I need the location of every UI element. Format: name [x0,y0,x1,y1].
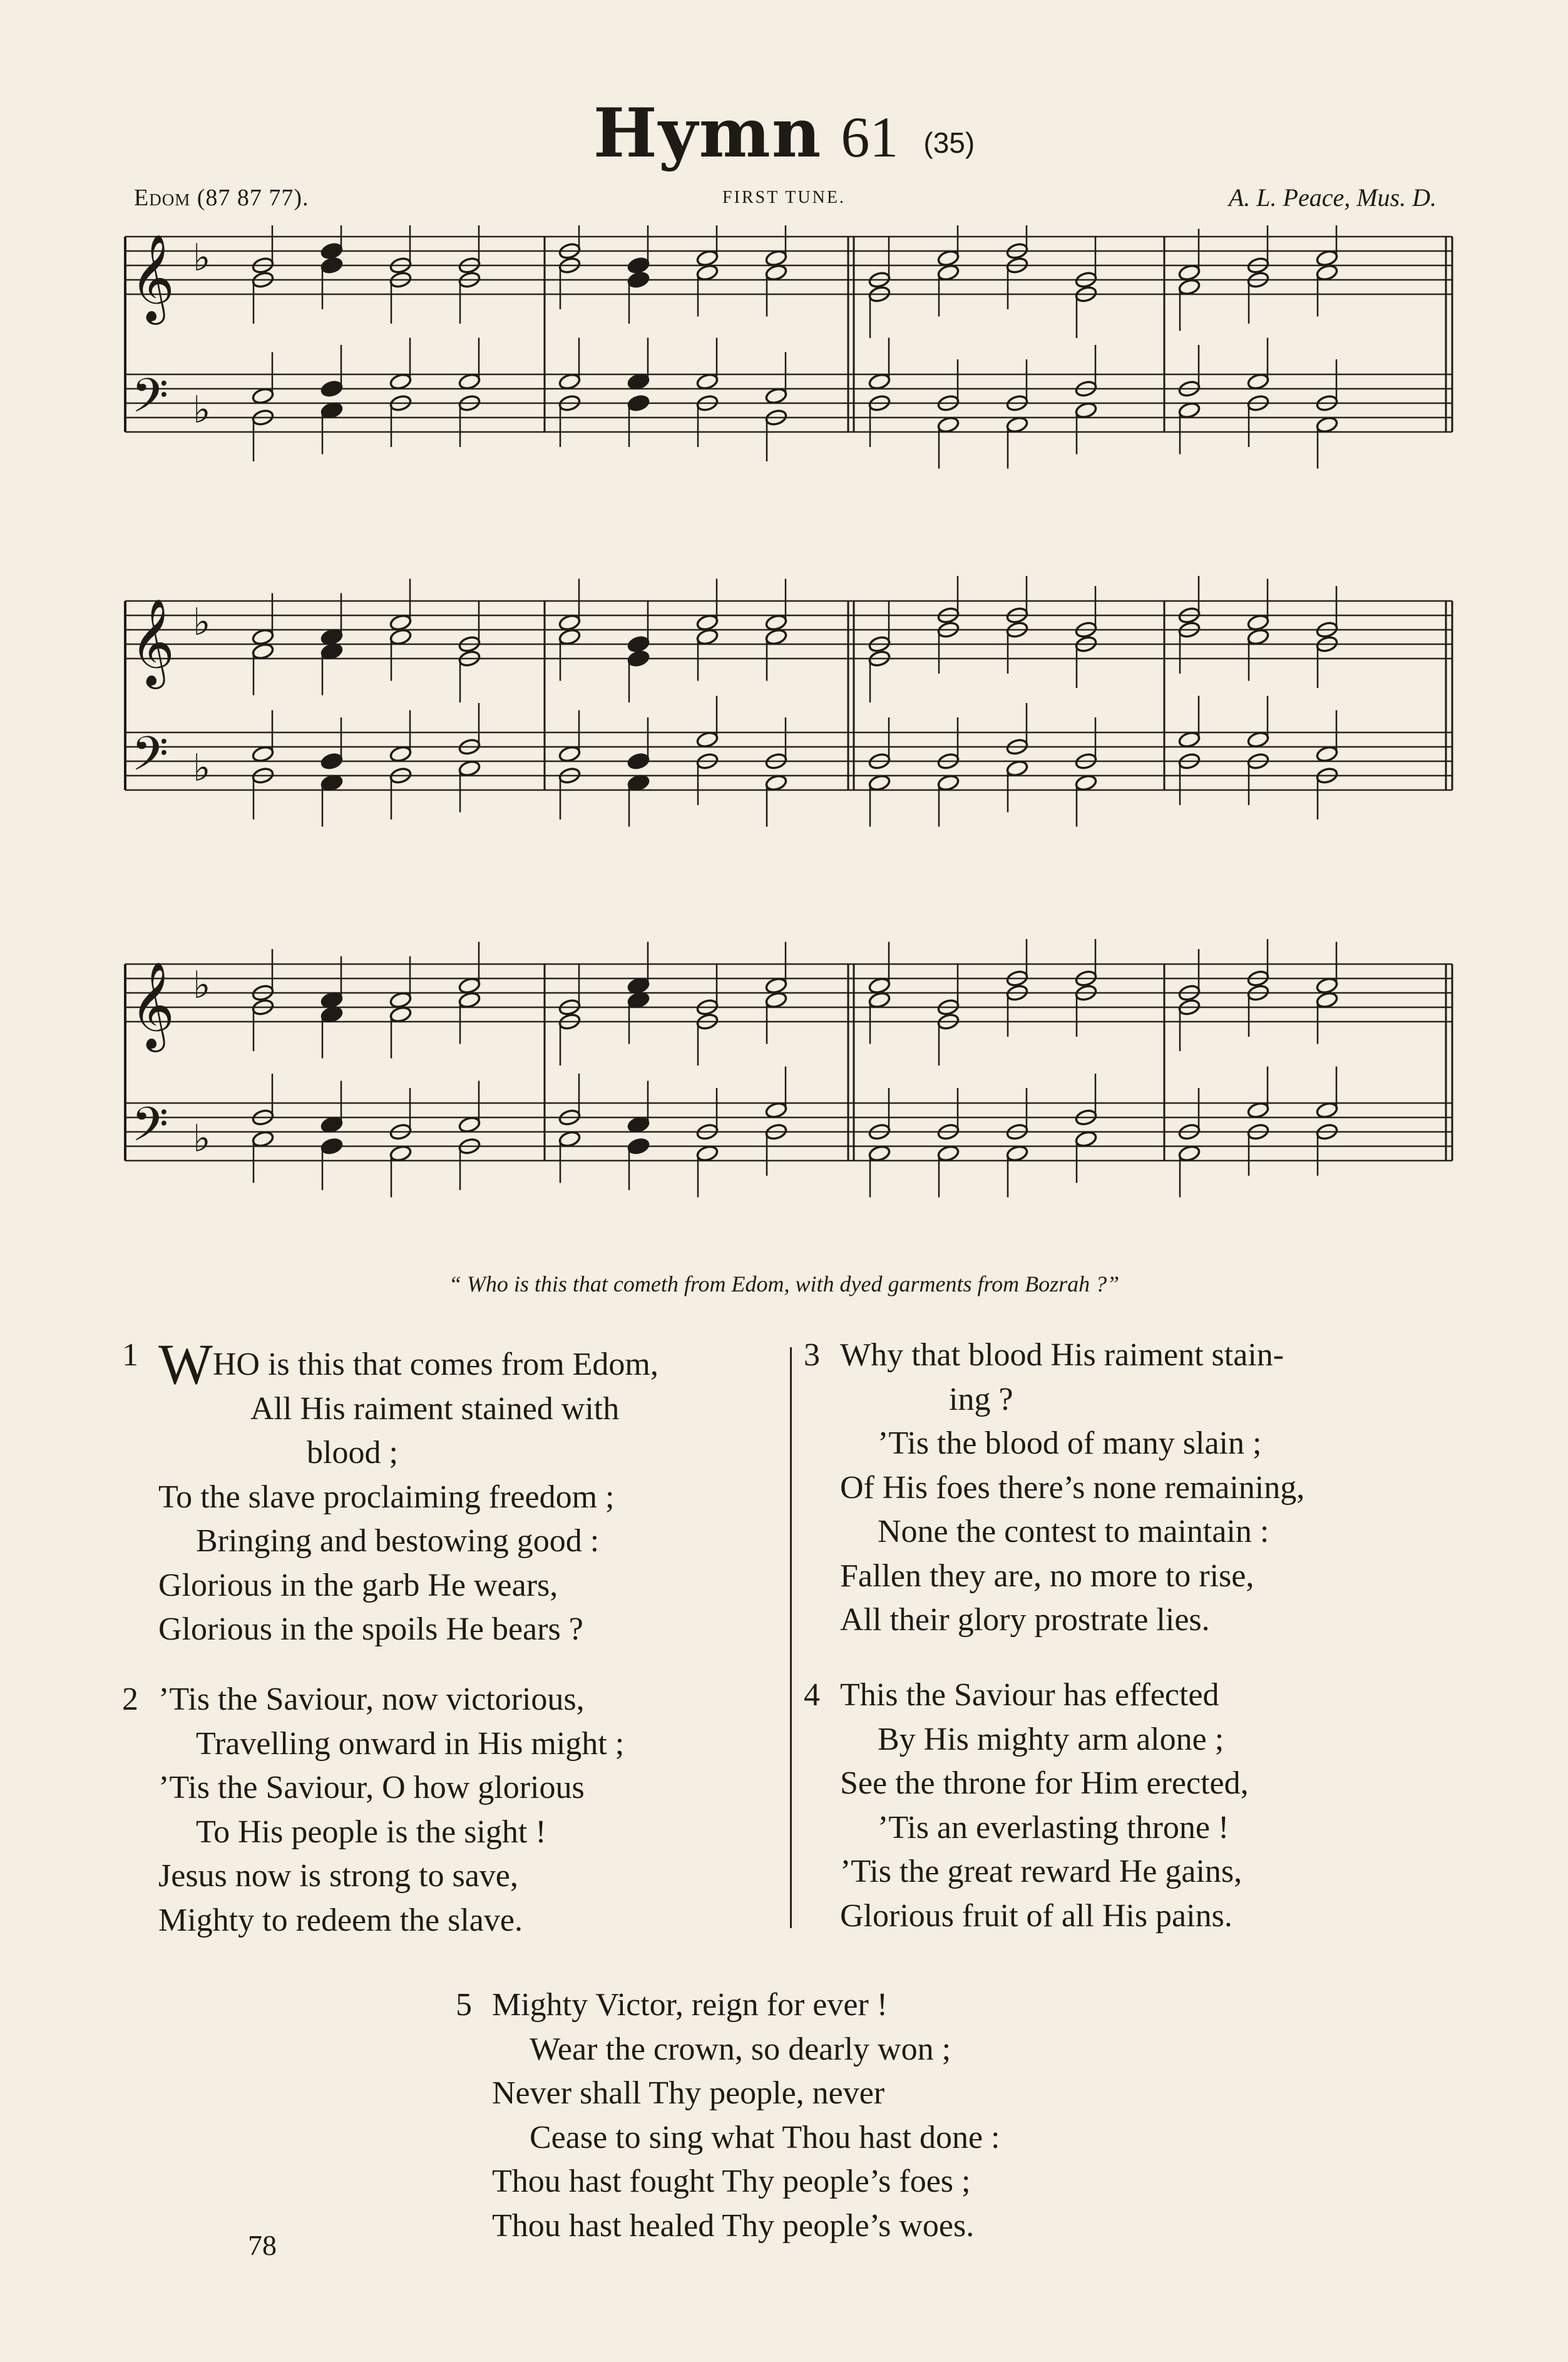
note-head [696,264,719,282]
column-divider [790,1347,792,1928]
note-head [868,774,891,792]
note-head [1316,745,1339,763]
note-head [1316,249,1339,267]
note-head [696,1144,719,1163]
verse-line: Cease to sing what Thou hast done : [530,2119,1000,2155]
verse-1 [122,1333,779,1652]
verse-line: Mighty Victor, reign for ever ! [492,1987,888,2023]
note-head [320,380,344,398]
note-head [696,614,719,632]
note-head [389,372,412,391]
note-head [458,991,481,1009]
verse-number: 5 [456,1987,472,2023]
note-head [389,628,412,646]
note-head [1006,759,1029,778]
note-head [458,977,481,995]
note-head [765,977,788,995]
bass-clef-icon: 𝄢 [131,726,169,793]
note-head [558,628,582,646]
note-head [937,1144,960,1163]
note-head [627,394,650,413]
note-head [320,1137,344,1156]
note-head [627,650,650,668]
note-head [252,745,275,763]
alternate-number: (35) [923,126,975,159]
verse-line: Fallen they are, no more to rise, [840,1558,1254,1594]
verse-line: Thou hast healed Thy people’s woes. [492,2207,975,2244]
note-head [937,416,960,434]
verse-line: Glorious fruit of all His pains. [840,1897,1232,1934]
note-head [320,991,344,1009]
verse-2 [122,1678,779,1943]
hymn-word: Hymn [593,94,822,173]
note-head [627,257,650,275]
treble-clef-icon: 𝄞 [130,234,175,321]
note-head [937,249,960,267]
note-head [320,1116,344,1134]
verse-number: 2 [122,1682,138,1717]
verse-number: 1 [122,1337,138,1373]
note-head [765,774,788,792]
note-head [389,1144,412,1163]
note-head [1316,991,1339,1009]
verse-number: 3 [804,1337,820,1373]
hymn-title [0,94,1568,173]
note-head [868,991,891,1009]
epigraph: “ Who is this that cometh from Edom, with dyed garments from Bozrah ?” [448,1271,1120,1297]
note-head [1006,416,1029,434]
note-head [1006,1144,1029,1163]
note-head [1247,614,1270,632]
verse-line: Jesus now is strong to save, [158,1858,518,1894]
verse-line: None the contest to maintain : [878,1514,1269,1549]
treble-clef-icon: 𝄞 [130,598,175,685]
verse-line: ’Tis the Saviour, O how glorious [158,1770,585,1805]
verse-4 [804,1673,1467,1938]
flat-icon: ♭ [193,1117,211,1161]
verse-line: Never shall Thy people, never [492,2075,885,2111]
note-head [627,635,650,654]
note-head [320,242,344,260]
note-head [765,264,788,282]
note-head [458,1116,481,1134]
note-head [458,372,481,391]
note-head [627,752,650,771]
flat-icon: ♭ [193,388,211,432]
note-head [765,628,788,646]
note-head [1075,401,1098,419]
verse-line: Bringing and bestowing good : [196,1523,600,1559]
note-head [765,387,788,405]
verse-line: ’Tis an everlasting throne ! [878,1809,1229,1846]
note-head [627,1137,650,1156]
note-head [558,614,582,632]
drop-cap: W [158,1332,213,1396]
note-head [627,991,650,1009]
note-head [389,991,412,1009]
note-head [868,372,891,391]
verse-line: This the Saviour has effected [840,1677,1219,1713]
note-head [320,401,344,419]
bass-clef-icon: 𝄢 [131,1097,169,1164]
treble-clef-icon: 𝄞 [130,962,175,1049]
verse-line: By His mighty arm alone ; [878,1721,1224,1757]
note-head [389,745,412,763]
flat-icon: ♭ [193,963,211,1007]
flat-icon: ♭ [193,746,211,790]
verse-line: See the throne for Him erected, [840,1765,1249,1801]
note-head [458,759,481,778]
note-head [627,372,650,391]
note-head [1247,372,1270,391]
note-head [1075,1130,1098,1148]
note-head [1247,1101,1270,1119]
note-head [627,1116,650,1134]
verse-line: HO is this that comes from Edom, [212,1347,658,1382]
note-head [252,1130,275,1148]
verse-line: Why that blood His raiment stain- [840,1337,1284,1373]
note-head [1316,264,1339,282]
verse-line: All His raiment stained with [250,1390,620,1427]
note-head [1247,731,1270,749]
note-head [252,628,275,646]
note-head [1178,401,1201,419]
verse-line: All their glory prostrate lies. [840,1602,1210,1638]
note-head [765,991,788,1009]
note-head [558,1130,582,1148]
note-head [765,1101,788,1119]
note-head [627,774,650,792]
tune-name: Edom (87 87 77). [134,185,309,211]
verse-line: To the slave proclaiming freedom ; [158,1479,615,1515]
note-head [1178,1144,1201,1163]
note-head [558,745,582,763]
note-head [1075,774,1098,792]
music-system-1 [119,225,1455,507]
note-head [696,249,719,267]
hymn-number: 61 [841,105,899,169]
verse-line: ’Tis the Saviour, now victorious, [158,1682,585,1717]
note-head [320,628,344,646]
flat-icon: ♭ [193,600,211,644]
verse-line: ’Tis the great reward He gains, [840,1854,1243,1889]
tune-label: FIRST TUNE. [722,188,846,207]
verse-line: Wear the crown, so dearly won ; [530,2031,951,2067]
note-head [389,1005,412,1024]
note-head [1178,264,1201,282]
note-head [765,249,788,267]
note-head [320,257,344,275]
flat-icon: ♭ [193,236,211,280]
note-head [696,372,719,391]
composer: A. L. Peace, Mus. D. [1228,183,1437,212]
note-head [1316,416,1339,434]
note-head [937,264,960,282]
music-system-2 [119,576,1455,876]
note-head [252,642,275,660]
note-head [868,1144,891,1163]
verse-line: To His people is the sight ! [196,1814,546,1850]
note-head [558,372,582,391]
note-head [1178,278,1201,296]
note-head [627,271,650,289]
note-head [696,628,719,646]
verse-line: Of His foes there’s none remaining, [840,1469,1305,1506]
note-head [627,977,650,995]
note-head [320,642,344,660]
note-head [868,977,891,995]
note-head [389,614,412,632]
verse-line: Thou hast fought Thy people’s foes ; [492,2164,971,2199]
note-head [937,774,960,792]
note-head [252,387,275,405]
note-head [1247,628,1270,646]
note-head [1316,977,1339,995]
verse-line: blood ; [307,1435,398,1471]
note-head [765,614,788,632]
verse-line: Glorious in the spoils He bears ? [158,1611,583,1647]
verse-3 [804,1333,1467,1643]
verse-number: 4 [804,1677,820,1713]
note-head [696,731,719,749]
page-number: 78 [248,2229,277,2261]
verse-line: Glorious in the garb He wears, [158,1567,558,1603]
note-head [320,752,344,771]
verse-line: Travelling onward in His might ; [196,1725,625,1762]
verse-line: ing ? [949,1381,1013,1417]
note-head [320,774,344,792]
note-head [1316,1101,1339,1119]
verse-line: ’Tis the blood of many slain ; [878,1425,1262,1461]
verse-5 [456,1983,1207,2248]
bass-clef-icon: 𝄢 [131,368,169,435]
music-system-3 [119,939,1455,1252]
note-head [1178,731,1201,749]
note-head [320,1005,344,1024]
verse-line: Mighty to redeem the slave. [158,1902,523,1938]
